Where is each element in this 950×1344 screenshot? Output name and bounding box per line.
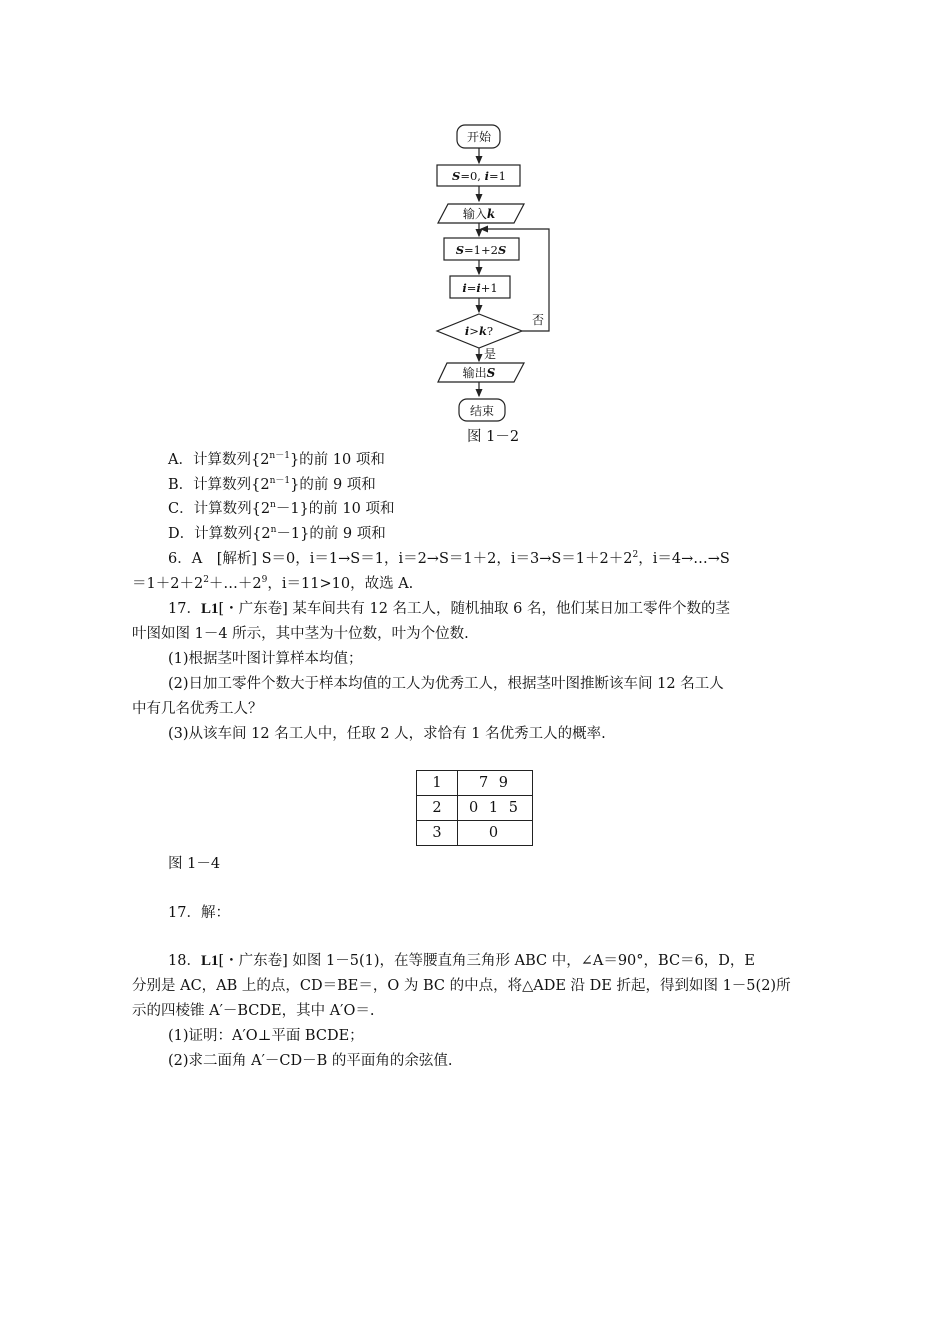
answer-6-line-2-text: ＝1＋2＋2 xyxy=(132,576,204,592)
answer-6-exponent: 2 xyxy=(632,550,639,560)
figure-caption-1-2: 图 1－2 xyxy=(467,429,520,445)
start-label: 开始 xyxy=(466,130,492,144)
question-17-tag: L1 xyxy=(200,601,219,617)
question-18-number: 18． xyxy=(168,953,201,969)
condition-label: i>k? xyxy=(464,324,494,338)
option-b-tail: }的前 9 项和 xyxy=(290,477,376,493)
answer-6-line-2-mid: ＋…＋2 xyxy=(208,576,262,592)
answer-6-line-2 xyxy=(132,574,413,594)
question-17-line-2: 叶图如图 1－4 所示，其中茎为十位数，叶为个位数. xyxy=(132,626,469,642)
question-17-stem: [・广东卷] 某车间共有 12 名工人，随机抽取 6 名，他们某日加工零件个数的茎 xyxy=(218,601,731,617)
stem-cell: 3 xyxy=(417,821,458,846)
option-c-text: C．计算数列{2 xyxy=(168,501,271,517)
question-17-part-2-line-2: 中有几名优秀工人？ xyxy=(132,701,263,717)
option-a xyxy=(168,450,385,470)
question-17-part-1: (1)根据茎叶图计算样本均值； xyxy=(168,651,363,667)
table-row xyxy=(417,821,533,846)
figure-caption-1-4: 图 1－4 xyxy=(168,856,221,872)
option-c-exponent: n xyxy=(270,500,276,510)
option-b-exponent: n－1 xyxy=(269,476,291,486)
table-row xyxy=(417,771,533,796)
yes-branch-label: 是 xyxy=(483,347,497,361)
increment-i-label: i=i+1 xyxy=(462,281,498,295)
stem-cell: 2 xyxy=(417,796,458,821)
assign-s-label: S=1+2S xyxy=(455,243,507,257)
option-d xyxy=(168,524,386,544)
question-18-part-2: (2)求二面角 A′－CD－B 的平面角的余弦值. xyxy=(168,1053,453,1069)
option-d-exponent: n xyxy=(270,525,277,535)
leaf-cell: 0 xyxy=(458,821,533,846)
question-18-tag: L1 xyxy=(200,953,219,969)
answer-6-text: 6．A [解析] S＝0，i＝1→S＝1，i＝2→S＝1＋2，i＝3→S＝1＋2＋2 xyxy=(168,551,633,567)
option-b-text: B．计算数列{2 xyxy=(168,477,270,493)
question-18-line-2: 分别是 AC，AB 上的点，CD＝BE＝，O 为 BC 的中点，将△ADE 沿 DE 折起，得到如图 1－5(2)所 xyxy=(132,978,791,994)
table-row xyxy=(417,796,533,821)
question-17-solution: 17．解： xyxy=(168,905,230,921)
answer-6-line-1 xyxy=(168,549,730,569)
stem-leaf-table xyxy=(416,770,533,846)
question-18-line-3: 示的四棱锥 A′－BCDE，其中 A′O＝. xyxy=(132,1003,375,1019)
question-17-line-1 xyxy=(168,599,730,619)
leaf-cell: 0 1 5 xyxy=(458,796,533,821)
answer-6-line-2-tail: ，i＝11>10，故选 A. xyxy=(267,576,414,592)
option-c xyxy=(168,499,394,519)
no-branch-label: 否 xyxy=(531,313,545,327)
leaf-cell: 7 9 xyxy=(458,771,533,796)
question-18-part-1: (1)证明：A′O⊥平面 BCDE； xyxy=(168,1028,364,1044)
answer-6-exponent-9: 9 xyxy=(261,575,268,585)
output-label: 输出S xyxy=(462,366,496,380)
stem-cell: 1 xyxy=(417,771,458,796)
answer-6-text-tail: ，i＝4→…→S xyxy=(638,551,730,567)
end-label: 结束 xyxy=(469,404,495,418)
option-a-text: A．计算数列{2 xyxy=(168,452,270,468)
question-17-part-3: (3)从该车间 12 名工人中，任取 2 人，求恰有 1 名优秀工人的概率. xyxy=(168,726,606,742)
answer-6-exponent-2: 2 xyxy=(203,575,209,585)
question-17-part-2-line-1: (2)日加工零件个数大于样本均值的工人为优秀工人，根据茎叶图推断该车间 12 名工人 xyxy=(168,676,724,692)
question-18-stem: [・广东卷] 如图 1－5(1)，在等腰直角三角形 ABC 中，∠A＝90°，BC＝6，D，E xyxy=(218,953,755,969)
question-18-line-1 xyxy=(168,951,755,971)
option-c-tail: －1}的前 10 项和 xyxy=(275,501,395,517)
option-a-tail: }的前 10 项和 xyxy=(289,452,385,468)
option-d-tail: －1}的前 9 项和 xyxy=(276,526,386,542)
flowchart-diagram xyxy=(420,118,580,448)
option-b xyxy=(168,475,376,495)
question-17-number: 17． xyxy=(168,601,201,617)
option-d-text: D．计算数列{2 xyxy=(168,526,271,542)
option-a-exponent: n－1 xyxy=(269,451,290,461)
init-label: S=0, i=1 xyxy=(452,169,506,183)
input-label: 输入k xyxy=(462,207,496,221)
